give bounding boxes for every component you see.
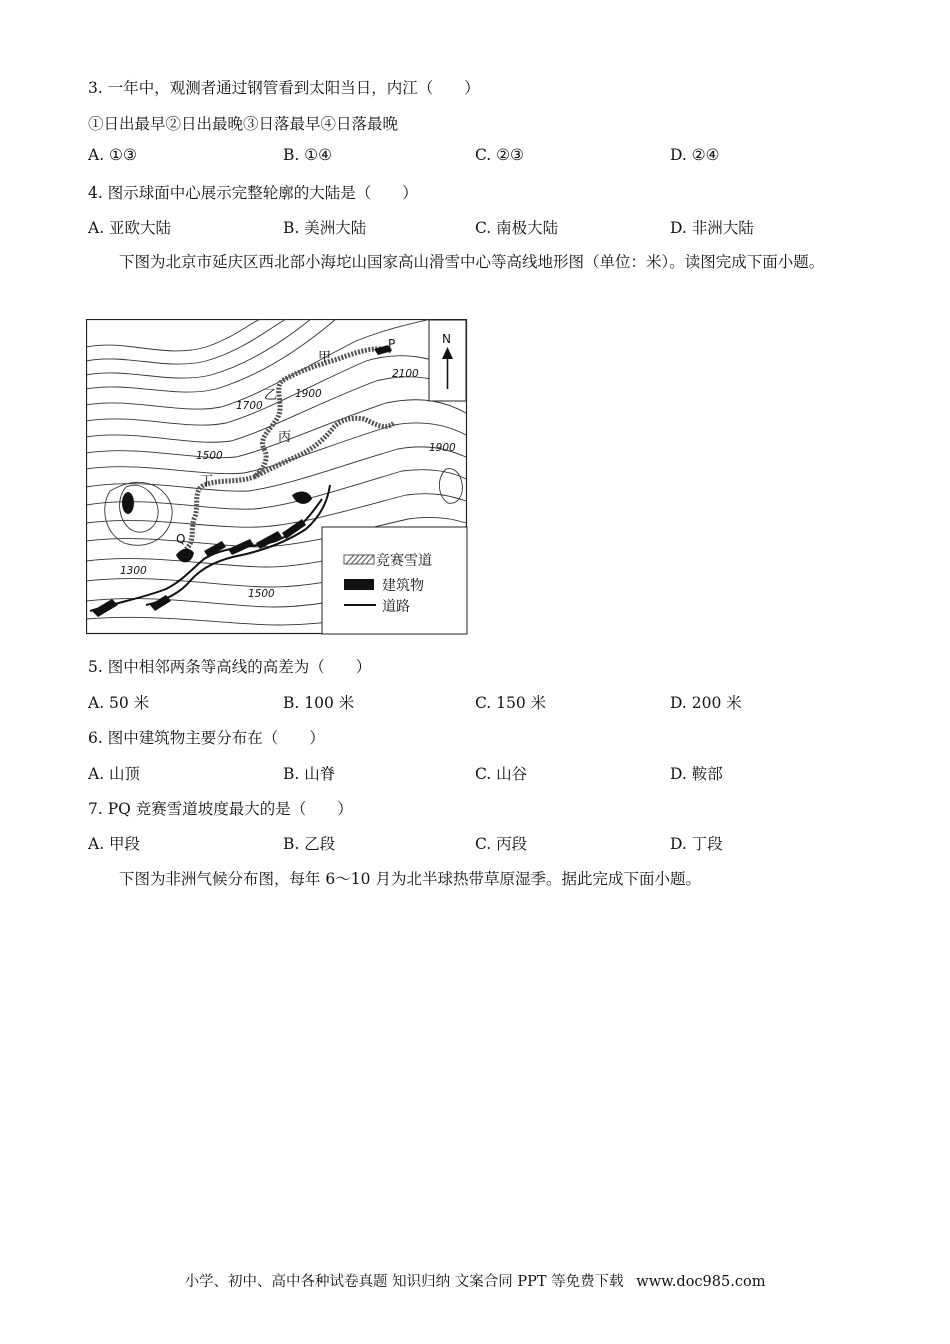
question-4-options: [88, 216, 858, 238]
legend-building-label: 建筑物: [382, 578, 424, 594]
question-3-options: [88, 146, 858, 168]
option-d: D. 200 米: [670, 694, 742, 712]
question-7-options: [88, 832, 858, 854]
question-5-stem: 5. 图中相邻两条等高线的高差为（ ）: [88, 658, 372, 676]
option-d: D. 丁段: [670, 835, 723, 853]
page-footer: [0, 1270, 950, 1291]
label-p: P: [388, 337, 396, 351]
option-d: D. 鞍部: [670, 765, 723, 783]
option-c: C. 丙段: [475, 835, 528, 853]
map-intro-paragraph: 下图为北京市延庆区西北部小海坨山国家高山滑雪中心等高线地形图（单位：米）。读图完成下面小题。: [119, 253, 825, 271]
africa-intro-paragraph: 下图为非洲气候分布图，每年 6～10 月为北半球热带草原湿季。据此完成下面小题。: [119, 870, 701, 888]
contour-label-1700: 1700: [236, 400, 263, 412]
question-5-options: [88, 691, 858, 713]
option-a: A. 山顶: [88, 765, 141, 783]
question-6-stem: 6. 图中建筑物主要分布在（ ）: [88, 729, 325, 747]
label-q: Q: [176, 532, 186, 546]
option-d: D. ②④: [670, 146, 720, 164]
contour-label-1900b: 1900: [429, 442, 456, 454]
option-c: C. 南极大陆: [475, 219, 559, 237]
question-6-options: [88, 762, 858, 784]
contour-label-2100: 2100: [392, 368, 419, 380]
footer-link[interactable]: www.doc985.com: [636, 1274, 766, 1290]
contour-label-1900a: 1900: [295, 388, 322, 400]
option-c: C. ②③: [475, 146, 524, 164]
label-ding: 丁: [200, 474, 214, 489]
legend-road-label: 道路: [382, 599, 410, 615]
question-3-stem: 3. 一年中，观测者通过钢管看到太阳当日，内江（ ）: [88, 79, 480, 97]
option-c: C. 150 米: [475, 694, 547, 712]
footer-text: 小学、初中、高中各种试卷真题 知识归纳 文案合同 PPT 等免费下载: [184, 1274, 624, 1290]
question-7-stem: 7. PQ 竞赛雪道坡度最大的是（ ）: [88, 800, 353, 818]
north-label: N: [442, 332, 451, 346]
option-b: B. 100 米: [283, 694, 355, 712]
option-a: A. 甲段: [88, 835, 141, 853]
contour-map: [86, 319, 468, 635]
option-d: D. 非洲大陆: [670, 219, 754, 237]
label-yi: 乙: [264, 388, 278, 403]
contour-label-1500a: 1500: [196, 450, 223, 462]
option-a: A. ①③: [88, 146, 137, 164]
contour-label-1500b: 1500: [248, 588, 275, 600]
option-b: B. 山脊: [283, 765, 336, 783]
option-b: B. 美洲大陆: [283, 219, 367, 237]
label-jia: 甲: [318, 350, 332, 365]
option-a: A. 亚欧大陆: [88, 219, 172, 237]
option-a: A. 50 米: [88, 694, 150, 712]
legend-track-label: 竞赛雪道: [376, 553, 432, 569]
question-3-items: ①日出最早②日出最晚③日落最早④日落最晚: [88, 115, 399, 133]
option-c: C. 山谷: [475, 765, 528, 783]
contour-label-1300: 1300: [120, 565, 147, 577]
option-b: B. 乙段: [283, 835, 336, 853]
option-b: B. ①④: [283, 146, 333, 164]
label-bing: 丙: [278, 430, 292, 445]
question-4-stem: 4. 图示球面中心展示完整轮廓的大陆是（ ）: [88, 184, 418, 202]
